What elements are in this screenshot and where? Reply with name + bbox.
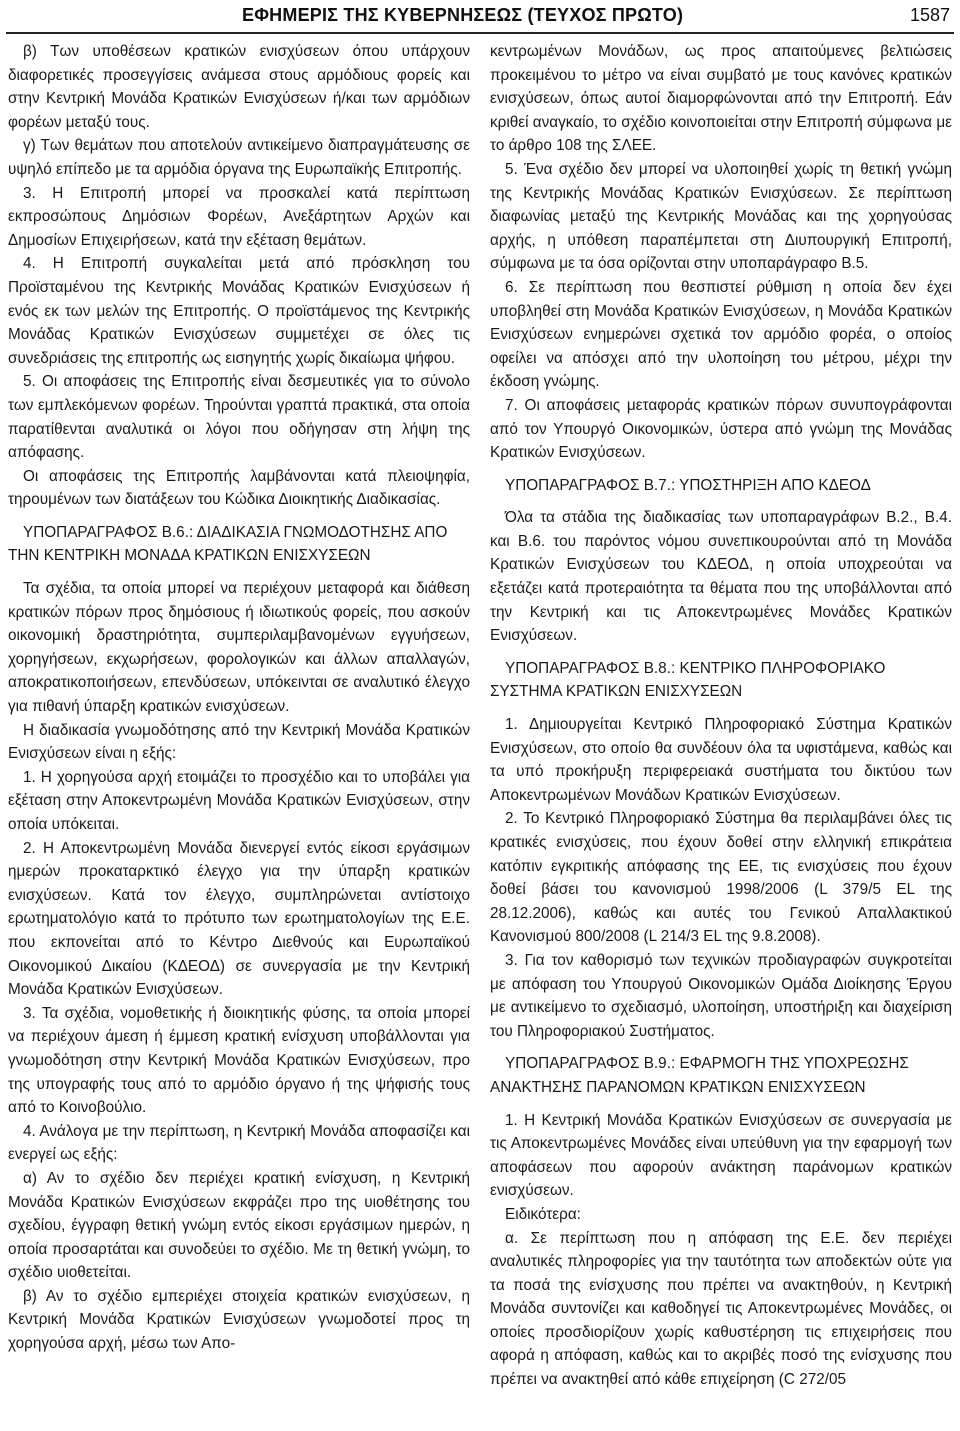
paragraph: β) Αν το σχέδιο εμπεριέχει στοιχεία κρατικών ενισχύσεων, η Κεντρική Μονάδα Κρατικών Ενισχύσεων γνωμοδοτεί προς τη χορηγούσα αρχή, μέσω των Απο-	[8, 1287, 470, 1353]
paragraph: 5. Ένα σχέδιο δεν μπορεί να υλοποιηθεί χωρίς τη θετική γνώμη της Κεντρικής Μονάδας Κρατικών Ενισχύσεων. Σε περίπτωση διαφωνίας μεταξύ της Κεντρικής Μονάδας και της χορηγούσας αρχής, η υπόθεση παραπέμπεται στη Διυπουργική Επιτροπή, σύμφωνα με τα όσα ορίζονται στην υποπαράγραφο Β.5.	[490, 160, 952, 273]
paragraph: α. Σε περίπτωση που η απόφαση της Ε.Ε. δεν περιέχει αναλυτικές πληροφορίες για την ταυτότητα των αποδεκτών ούτε για τα ποσά της ενίσχυσης που πρέπει να ανακτηθούν, η Κεντρική Μονάδα συντονίζει και καθοδηγεί τις Αποκεντρωμένες Μονάδες, οι οποίες προσδιορίζουν χωρίς καθυστέρηση τις επιχειρήσεις που αφορά η απόφαση, καθώς και το ακριβές ποσό της ενίσχυσης που πρέπει να ανακτηθεί από κάθε επιχείρηση (C 272/05	[490, 1229, 952, 1389]
section-heading-b9: ΥΠΟΠΑΡΑΓΡΑΦΟΣ Β.9.: ΕΦΑΡΜΟΓΗ ΤΗΣ ΥΠΟΧΡΕΩΣΗΣ ΑΝΑΚΤΗΣΗΣ ΠΑΡΑΝΟΜΩΝ ΚΡΑΤΙΚΩΝ ΕΝΙΣΧΥΣΕΩΝ	[490, 1055, 909, 1096]
paragraph: Ειδικότερα:	[505, 1205, 581, 1223]
gazette-title: ΕΦΗΜΕΡΙΣ ΤΗΣ ΚΥΒΕΡΝΗΣΕΩΣ (ΤΕΥΧΟΣ ΠΡΩΤΟ)	[242, 5, 684, 25]
paragraph: 3. Η Επιτροπή μπορεί να προσκαλεί κατά περίπτωση εκπροσώπους Δημόσιων Φορέων, Ανεξάρτητων Αρχών και Δημοσίων Επιχειρήσεων, κατά την εξέταση θεμάτων.	[8, 184, 470, 249]
paragraph: Η διαδικασία γνωμοδότησης από την Κεντρική Μονάδα Κρατικών Ενισχύσεων είναι η εξής:	[8, 721, 470, 763]
paragraph: 4. Ανάλογα με την περίπτωση, η Κεντρική Μονάδα αποφασίζει και ενεργεί ως εξής:	[8, 1122, 470, 1164]
paragraph: α) Αν το σχέδιο δεν περιέχει κρατική ενίσχυση, η Κεντρική Μονάδα Κρατικών Ενισχύσεων εκφράζει προ της υιοθέτησης του σχεδίου, έγγραφη θετική γνώμη εντός είκοσι εργάσιμων ημερών, η οποία προσαρτάται και συνοδεύει το σχέδιο. Με τη θετική γνώμη, το σχέδιο υιοθετείται.	[8, 1169, 470, 1282]
paragraph: β) Των υποθέσεων κρατικών ενισχύσεων όπου υπάρχουν διαφορετικές προσεγγίσεις ανάμεσα στους αρμόδιους φορείς και στην Κεντρική Μονάδα Κρατικών Ενισχύσεων ή/και των αρμόδιων φορέων μεταξύ τους.	[8, 43, 470, 131]
section-heading-b7: ΥΠΟΠΑΡΑΓΡΑΦΟΣ Β.7.: ΥΠΟΣΤΗΡΙΞΗ ΑΠΟ ΚΔΕΟΔ	[505, 476, 871, 494]
paragraph: Τα σχέδια, τα οποία μπορεί να περιέχουν μεταφορά και διάθεση κρατικών πόρων προς δημόσιους ή ιδιωτικούς φορείς, που ασκούν οικονομική δραστηριότητα, συμπεριλαμβανομένων εγγυήσεων, χορηγήσεων, εκχωρήσεων, φορολογικών και άλλων απαλλαγών, αποκρατικοποιήσεων, επενδύσεων, υπόκεινται σε αναλυτικό έλεγχο για πιθανή ύπαρξη κρατικών ενισχύσεων.	[8, 580, 470, 716]
paragraph: κεντρωμένων Μονάδων, ως προς απαιτούμενες βελτιώσεις προκειμένου το μέτρο να είναι συμβατό με τους κανόνες κρατικών ενισχύσεων, όπως αυτοί διαμορφώνονται από την Επιτροπή. Εάν κριθεί αναγκαίο, το σχέδιο κοινοποιείται στην Επιτροπή σύμφωνα με το άρθρο 108 της ΣΛΕΕ.	[490, 43, 952, 155]
paragraph: 1. Δημιουργείται Κεντρικό Πληροφοριακό Σύστημα Κρατικών Ενισχύσεων, στο οποίο θα συνδέουν όλα τα υφιστάμενα, καθώς και τα υπό προκήρυξη περιφερειακά συστήματα του δικτύου των Αποκεντρωμένων Μονάδων Κρατικών Ενισχύσεων.	[490, 716, 952, 804]
paragraph: 3. Τα σχέδια, νομοθετικής ή διοικητικής φύσης, τα οποία μπορεί να περιέχουν άμεση ή έμμεση κρατική ενίσχυση υποβάλλονται για γνωμοδότηση στην Κεντρική Μονάδα Κρατικών Ενισχύσεων, προ της υπογραφής τους από το αρμόδιο όργανο ή της ψήφισής τους από το Κοινοβούλιο.	[8, 1004, 470, 1117]
paragraph: γ) Των θεμάτων που αποτελούν αντικείμενο διαπραγμάτευσης σε υψηλό επίπεδο με τα αρμόδια όργανα της Ευρωπαϊκής Επιτροπής.	[8, 137, 470, 178]
right-column	[490, 40, 952, 1392]
paragraph: Οι αποφάσεις της Επιτροπής λαμβάνονται κατά πλειοψηφία, τηρουμένων των διατάξεων του Κώδικα Διοικητικής Διαδικασίας.	[8, 467, 470, 509]
paragraph: 7. Οι αποφάσεις μεταφοράς κρατικών πόρων συνυπογράφονται από τον Υπουργό Οικονομικών, ύστερα από γνώμη της Μονάδας Κρατικών Ενισχύσεων.	[490, 396, 952, 462]
paragraph: 4. Η Επιτροπή συγκαλείται μετά από πρόσκληση του Προϊσταμένου της Κεντρικής Μονάδας Κρατικών Ενισχύσεων ή ενός εκ των μελών της Επιτροπής. Ο προϊστάμενος της Κεντρικής Μονάδας Κρατικών Ενισχύσεων συμμετέχει σε όλες τις συνεδριάσεις της επιτροπής ως εισηγητής χωρίς δικαίωμα ψήφου.	[8, 255, 470, 367]
page-number: 1587	[909, 5, 950, 25]
paragraph: 2. Το Κεντρικό Πληροφοριακό Σύστημα θα περιλαμβάνει όλες τις κρατικές ενισχύσεις, που έχουν δοθεί στην ελληνική επικράτεια κατόπιν εγκριτικής απόφασης της ΕΕ, τις ενισχύσεις που έχουν δοθεί βάσει του κανονισμού 1998/2006 (L 379/5 EL της 28.12.2006), καθώς και αυτές του Γενικού Απαλλακτικού Κανονισμού 800/2008 (L 214/3 EL της 9.8.2008).	[490, 810, 952, 946]
section-heading-b8: ΥΠΟΠΑΡΑΓΡΑΦΟΣ Β.8.: ΚΕΝΤΡΙΚΟ ΠΛΗΡΟΦΟΡΙΑΚΟ ΣΥΣΤΗΜΑ ΚΡΑΤΙΚΩΝ ΕΝΙΣΧΥΣΕΩΝ	[490, 659, 886, 701]
paragraph: 5. Οι αποφάσεις της Επιτροπής είναι δεσμευτικές για το σύνολο των εμπλεκόμενων φορέων. Τηρούνται γραπτά πρακτικά, στα οποία παρατίθενται αναλυτικά οι λόγοι που οδήγησαν στη λήψη της απόφασης.	[8, 373, 470, 462]
paragraph: 3. Για τον καθορισμό των τεχνικών προδιαγραφών συγκροτείται με απόφαση του Υπουργού Οικονομικών Ομάδα Διοίκησης Έργου με αντικείμενο το σχεδιασμό, υλοποίηση, υποστήριξη και διαχείριση του Πληροφοριακού Συστήματος.	[490, 951, 952, 1040]
section-heading-b6: ΥΠΟΠΑΡΑΓΡΑΦΟΣ Β.6.: ΔΙΑΔΙΚΑΣΙΑ ΓΝΩΜΟΔΟΤΗΣΗΣ ΑΠΟ ΤΗΝ ΚΕΝΤΡΙΚΗ ΜΟΝΑΔΑ ΚΡΑΤΙΚΩΝ ΕΝΙΣΧΥΣΕΩΝ	[8, 523, 448, 565]
paragraph: 6. Σε περίπτωση που θεσπιστεί ρύθμιση η οποία δεν έχει υποβληθεί στη Μονάδα Κρατικών Ενισχύσεων, η Μονάδα Κρατικών Ενισχύσεων ενημερώνει σχετικά τον αρμόδιο φορέα, ο οποίος οφείλει να απόσχει από την υλοποίηση του μέτρου, μέχρι την έκδοση γνώμης.	[490, 278, 952, 391]
paragraph: Όλα τα στάδια της διαδικασίας των υποπαραγράφων Β.2., Β.4. και Β.6. του παρόντος νόμου συνεπικουρούνται από τη Μονάδα Κρατικών Ενισχύσεων του ΚΔΕΟΔ, η οποία υποχρεούται να εξετάζει κατά προτεραιότητα τα θέματα που της υποβάλλονται από την Κεντρική και τις Αποκεντρωμένες Μονάδες Κρατικών Ενισχύσεων.	[490, 509, 952, 645]
paragraph: 1. Η χορηγούσα αρχή ετοιμάζει το προσχέδιο και το υποβάλει για εξέταση στην Αποκεντρωμένη Μονάδα Κρατικών Ενισχύσεων, στην οποία υπόκειται.	[8, 768, 470, 833]
left-column	[8, 40, 470, 1356]
page-header	[6, 4, 954, 34]
paragraph: 2. Η Αποκεντρωμένη Μονάδα διενεργεί εντός είκοσι εργάσιμων ημερών προκαταρκτικό έλεγχο για την ύπαρξη κρατικών ενισχύσεων. Κατά τον έλεγχο, συμπληρώνεται αντίστοιχο ερωτηματολόγιο κατά το πρότυπο των ερωτηματολογίων της Ε.Ε. που εκπονείται από το Κέντρο Διεθνούς και Ευρωπαϊκού Οικονομικού Δικαίου (ΚΔΕΟΔ) σε συνεργασία με την Κεντρική Μονάδα Κρατικών Ενισχύσεων.	[8, 839, 470, 999]
paragraph: 1. Η Κεντρική Μονάδα Κρατικών Ενισχύσεων σε συνεργασία με τις Αποκεντρωμένες Μονάδες είναι υπεύθυνη για την εφαρμογή των αποφάσεων που αφορούν ανάκτηση παράνομων κρατικών ενισχύσεων.	[490, 1111, 952, 1200]
